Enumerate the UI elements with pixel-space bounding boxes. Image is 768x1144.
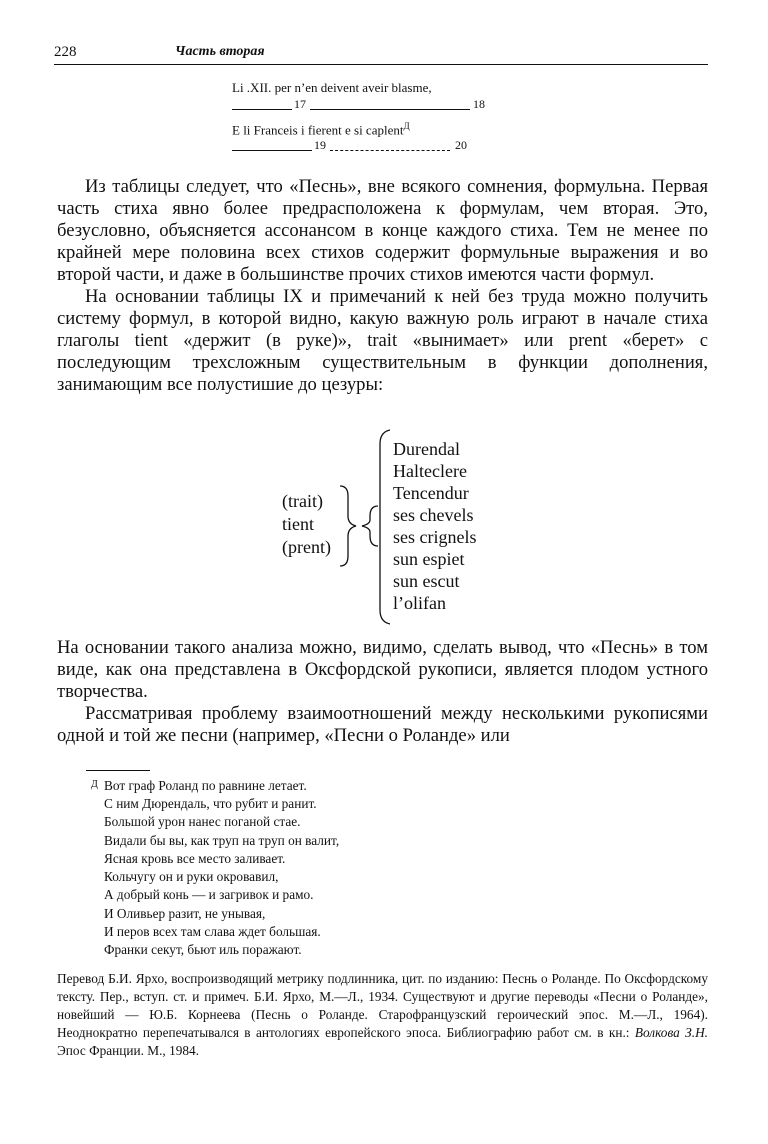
underline-segment (310, 109, 470, 110)
footnote-line: И перов всех там слава ждет большая. (104, 924, 321, 939)
schema-verb: (prent) (282, 537, 331, 557)
schema-object: sun espiet (393, 549, 465, 569)
translation-note: Перевод Б.И. Ярхо, воспроизводящий метрику подлинника, цит. по изданию: Песнь о Роланде. По Оксфордскому тексту. Пер., вступ. ст. и примеч. Б.И. Ярхо, М.—Л., 1934. Существуют и другие переводы «Песни о Роланде», новейший — Ю.Б. Корнеева (Песнь о Роланде. Старофранцузский героический эпос. М.—Л., 1964). Неоднократно перепечатывался в антологиях европейского эпоса. Библиографию работ см. в кн.: Волкова З.Н. Эпос Франции. М., 1984. (57, 971, 708, 1058)
verse-line-2: E li Franceis i fierent e si caplent$^Д$ (232, 121, 410, 138)
running-title: Часть вторая (175, 44, 265, 59)
footnote-line: А добрый конь — и загривок и рамо. (104, 887, 314, 902)
body-text-lower (57, 637, 708, 747)
schema-object: ses crignels (393, 527, 477, 547)
body-text-upper (57, 176, 708, 396)
dashed-underline (330, 150, 450, 152)
paragraph: Рассматривая проблему взаимоотношений между несколькими рукописями одной и той же песни (например, «Песни о Роланде» или (57, 703, 708, 746)
paragraph: На основании такого анализа можно, видимо, сделать вывод, что «Песнь» в том виде, как она представлена в Оксфордской рукописи, является плодом устного творчества. (57, 637, 708, 702)
header-rule (54, 64, 708, 65)
formula-number-20: 20 (455, 138, 467, 152)
paragraph: Из таблицы следует, что «Песнь», вне всякого сомнения, формульна. Первая часть стиха явно более предрасположена к формулам, чем вторая. Это, безусловно, объясняется ассонансом в конце каждого стиха. Тем не менее по крайней мере половина всех стихов содержит формульные выражения и во второй части, и даже в большинстве прочих стихов имеются части формул. (57, 176, 708, 285)
footnote-line: С ним Дюрендаль, что рубит и ранит. (104, 796, 317, 811)
footnote-line: Большой урон нанес поганой стае. (104, 814, 301, 829)
footnote-mark: Д (91, 779, 98, 790)
note-author: Волкова З.Н. (634, 1025, 708, 1040)
schema-object: sun escut (393, 571, 460, 591)
underline-segment (232, 109, 292, 110)
formula-number-19: 19 (314, 138, 326, 152)
page-number: 228 (54, 44, 77, 60)
formula-number-17: 17 (294, 97, 306, 111)
schema-object: Halteclere (393, 461, 467, 481)
underline-segment (232, 150, 312, 151)
formula-number-18: 18 (473, 97, 485, 111)
schema-object: l’olifan (393, 593, 446, 613)
schema-verb: tient (282, 514, 314, 534)
footnote-line: Ясная кровь все место заливает. (104, 851, 286, 866)
footnote-line: И Оливьер разит, не унывая, (104, 906, 266, 921)
schema-verb: (trait) (282, 491, 323, 511)
footnote-ref: Д (403, 121, 410, 131)
paragraph: На основании таблицы IX и примечаний к ней без труда можно получить систему формул, в которой видно, какую важную роль играют в начале стиха глаголы tient «держит (в руке)», trait «вынимает» или prent «берет» с последующим трехсложным существительным в функции дополнения, занимающим все полустишие до цезуры: (57, 286, 708, 395)
schema-object: ses chevels (393, 505, 474, 525)
footnote-line: Вот граф Роланд по равнине летает. (104, 778, 307, 793)
footnote-rule (86, 770, 150, 771)
verse-line-1: Li .XII. per n’en deivent aveir blasme, (232, 80, 432, 95)
brace-icon (374, 428, 392, 626)
footnote-line: Видали бы вы, как труп на труп он валит, (104, 833, 340, 848)
schema-object: Durendal (393, 439, 460, 459)
footnote-line: Кольчугу он и руки окровавил, (104, 869, 279, 884)
schema-object: Tencendur (393, 483, 469, 503)
footnote-line: Франки секут, бьют иль поражают. (104, 942, 302, 957)
